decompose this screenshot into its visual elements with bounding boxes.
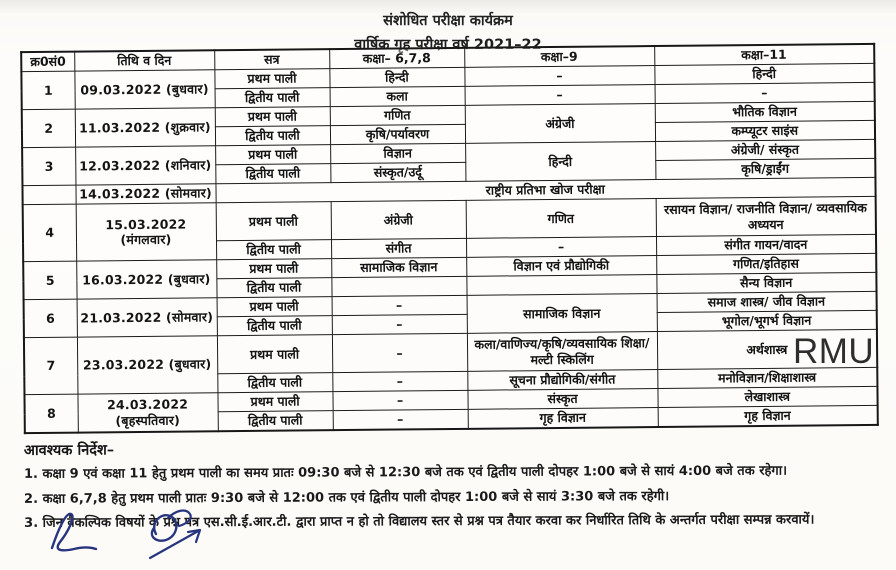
subject-cell: अंग्रेजी <box>465 104 655 144</box>
subject-cell: – <box>466 237 656 258</box>
subject-cell: – <box>332 333 467 372</box>
subject-cell: रसायन विज्ञान/ राजनीति विज्ञान/ व्यवसायिक अध्ययन <box>656 196 876 236</box>
instruction-item: 1. कक्षा 9 एवं कक्षा 11 हेतु प्रथम पाली का समय प्रातः 09:30 बजे से 12:30 बजे तक एवं द्वितीय पाली दोपहर 1:00 बजे से सायं 4:00 बजे तक रहेगा। <box>23 463 788 482</box>
subject-cell: गणित <box>466 199 656 239</box>
subject-cell: – <box>332 295 467 315</box>
exam-schedule-table <box>20 43 879 434</box>
subject-cell: हिन्दी <box>654 63 874 84</box>
document-title: संशोधित परीक्षा कार्यक्रम <box>383 13 513 29</box>
date-cell: 24.03.2022 (बृहस्पतिवार) <box>77 393 217 433</box>
subject-cell: विज्ञान एवं प्रौद्योगिकी <box>466 256 656 277</box>
subject-cell: – <box>332 371 467 391</box>
subject-cell: अर्थशास्त्र <box>657 329 877 369</box>
subject-cell: संगीत <box>331 238 466 258</box>
date-cell: 14.03.2022 (सोमवार) <box>75 184 215 204</box>
subject-cell: भूगोल/भूगर्भ विज्ञान <box>657 310 877 331</box>
document-subtitle: वार्षिक गृह परीक्षा वर्ष 2021–22 <box>354 37 542 53</box>
serial-cell: 2 <box>22 109 75 148</box>
subject-cell: सामाजिक विज्ञान <box>467 294 657 334</box>
subject-cell: हिन्दी <box>465 142 655 182</box>
session-cell: प्रथम पाली <box>215 107 330 127</box>
subject-cell: अंग्रेजी <box>331 200 466 239</box>
serial-cell: 7 <box>24 337 78 395</box>
session-cell: प्रथम पाली <box>214 69 329 89</box>
header-serial: क्र0सं0 <box>21 52 74 72</box>
subject-cell: गणित <box>330 105 465 125</box>
handwritten-signatures <box>38 500 268 566</box>
serial-cell: 1 <box>21 71 74 110</box>
subject-cell: कृषि/ड्राईंग <box>655 158 875 179</box>
subject-cell: – <box>332 390 467 410</box>
subject-cell: संस्कृत/उर्दू <box>330 162 465 182</box>
signature-left <box>52 514 96 550</box>
header-class-9: कक्षा–9 <box>464 46 654 67</box>
subject-cell: सूचना प्रौद्योगिकी/संगीत <box>467 370 657 391</box>
subject-cell <box>466 275 656 296</box>
serial-cell: 6 <box>24 299 77 338</box>
date-cell: 15.03.2022 (मंगलवार) <box>76 203 217 261</box>
session-cell: द्वितीय पाली <box>215 88 330 108</box>
subject-cell: – <box>333 409 468 430</box>
session-cell: प्रथम पाली <box>217 297 332 317</box>
subject-cell <box>331 276 466 296</box>
date-cell: 09.03.2022 (बुधवार) <box>74 70 214 109</box>
header-date: तिथि व दिन <box>74 50 214 71</box>
subject-cell: हिन्दी <box>329 67 464 87</box>
instructions-heading: आवश्यक निर्देश– <box>23 442 115 459</box>
date-cell: 21.03.2022 (सोमवार) <box>77 298 217 337</box>
header-class-678: कक्षा– 6,7,8 <box>329 48 464 69</box>
serial-cell: 5 <box>23 261 76 300</box>
subject-cell: समाज शास्त्र/ जीव विज्ञान <box>657 291 877 312</box>
subject-cell: गृह विज्ञान <box>658 405 878 427</box>
subject-cell: कम्प्यूटर साइंस <box>655 120 875 141</box>
signature-right-flourish <box>168 511 191 526</box>
serial-cell: 3 <box>22 147 75 186</box>
subject-cell: सामाजिक विज्ञान <box>331 257 466 277</box>
session-cell: द्वितीय पाली <box>215 164 330 184</box>
serial-cell: 8 <box>24 394 77 433</box>
session-cell: प्रथम पाली <box>216 259 331 279</box>
rmu-watermark: RMU <box>793 332 875 371</box>
table-wrapper <box>20 43 879 434</box>
subject-cell: – <box>332 314 467 334</box>
date-cell: 11.03.2022 (शुक्रवार) <box>75 108 215 147</box>
subject-cell: संगीत गायन/वादन <box>656 234 876 255</box>
subject-cell: – <box>655 82 875 103</box>
subject-cell: लेखाशास्त्र <box>657 386 877 407</box>
session-cell: द्वितीय पाली <box>217 373 332 393</box>
session-cell: द्वितीय पाली <box>215 126 330 146</box>
subject-cell: – <box>465 85 655 106</box>
date-cell: 12.03.2022 (शनिवार) <box>75 146 215 185</box>
session-cell: द्वितीय पाली <box>216 278 331 298</box>
subject-cell: गणित/इतिहास <box>656 253 876 274</box>
subject-cell: गृह विज्ञान <box>468 408 658 429</box>
session-cell: प्रथम पाली <box>216 202 331 241</box>
subject-cell: अंग्रेजी/ संस्कृत <box>655 139 875 160</box>
subject-cell: भौतिक विज्ञान <box>655 101 875 122</box>
header-class-11: कक्षा–11 <box>654 44 874 66</box>
header-session: सत्र <box>214 49 329 70</box>
subject-cell: मनोविज्ञान/शिक्षाशास्त्र <box>657 367 877 388</box>
session-cell: प्रथम पाली <box>217 335 332 374</box>
subject-cell: कला <box>330 86 465 106</box>
session-cell: द्वितीय पाली <box>218 411 333 432</box>
subject-cell: कृषि/पर्यावरण <box>330 124 465 144</box>
subject-cell: सैन्य विज्ञान <box>656 272 876 293</box>
instruction-item: 2. कक्षा 6,7,8 हेतु प्रथम पाली प्रातः 9:30 बजे से 12:00 तक एवं द्वितीय पाली दोपहर 1:00 बजे से सायं 3:30 बजे तक रहेगी। <box>24 488 670 507</box>
merged-exam-cell: राष्ट्रीय प्रतिभा खोज परीक्षा <box>215 177 875 202</box>
serial-cell: 4 <box>23 204 77 262</box>
date-cell: 16.03.2022 (बुधवार) <box>76 260 216 299</box>
session-cell: प्रथम पाली <box>215 145 330 165</box>
session-cell: प्रथम पाली <box>217 392 332 412</box>
serial-cell <box>22 185 75 205</box>
session-cell: द्वितीय पाली <box>217 316 332 336</box>
subject-cell: – <box>464 66 654 87</box>
subject-cell: विज्ञान <box>330 143 465 163</box>
session-cell: द्वितीय पाली <box>216 240 331 260</box>
subject-cell: संस्कृत <box>467 389 657 410</box>
date-cell: 23.03.2022 (बुधवार) <box>77 336 218 394</box>
instruction-item: 3. जिन वैकल्पिक विषयों के प्रश्न पत्र एस.सी.ई.आर.टी. द्वारा प्राप्त न हो तो विद्यालय स्तर से प्रश्न पत्र तैयार करवा कर निर्धारित तिथि के अन्तर्गत परीक्षा सम्पन्न करवायें। <box>24 512 815 531</box>
signature-right <box>152 515 176 540</box>
subject-cell: कला/वाणिज्य/कृषि/व्यवसायिक शिक्षा/मल्टी स्किलिंग <box>467 332 657 372</box>
